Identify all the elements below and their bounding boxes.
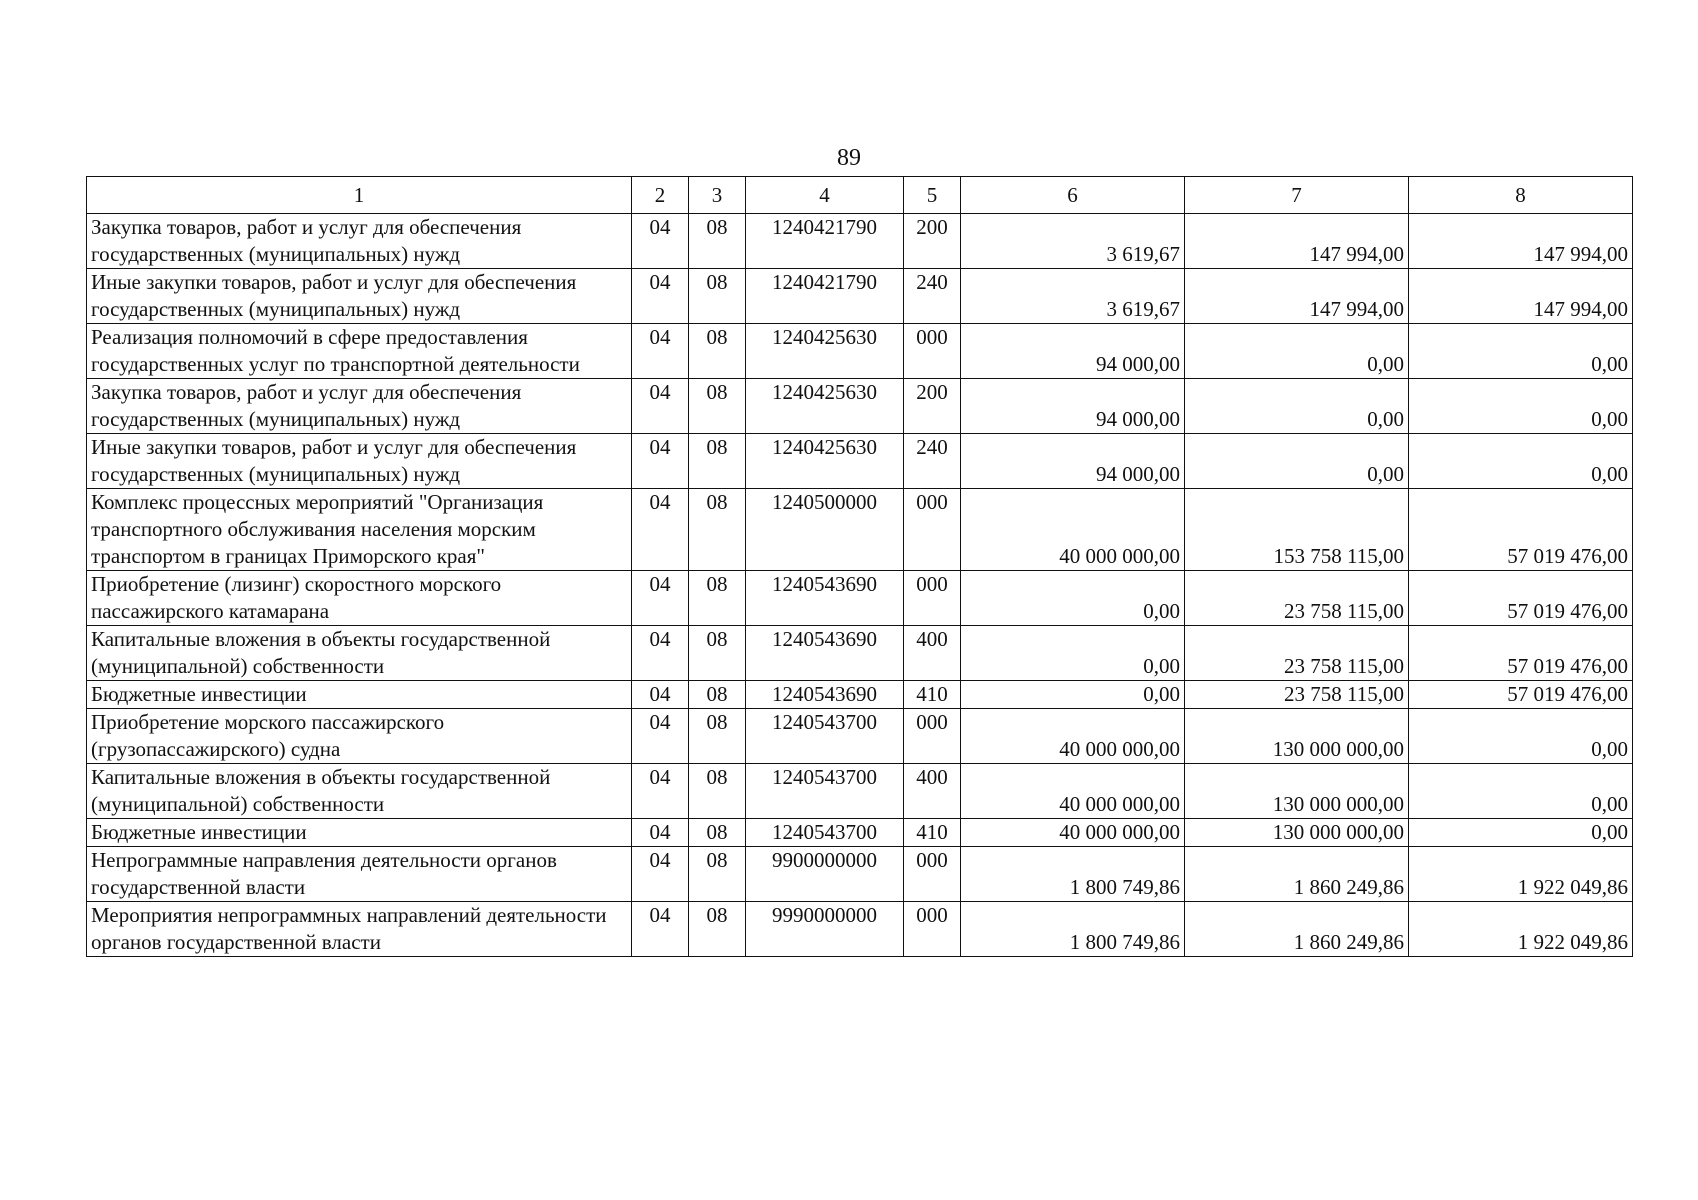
row-name-cell: Иные закупки товаров, работ и услуг для обеспечения государственных (муниципальных) нужд	[87, 269, 632, 324]
target-article-cell: 1240543700	[746, 709, 904, 764]
header-cell: 5	[904, 177, 961, 214]
amount-col7-cell: 23 758 115,00	[1185, 571, 1409, 626]
amount-col7-cell: 23 758 115,00	[1185, 626, 1409, 681]
amount-col7-cell: 0,00	[1185, 379, 1409, 434]
amount-col8-cell: 57 019 476,00	[1409, 681, 1633, 709]
budget-table	[86, 176, 1633, 957]
header-cell: 4	[746, 177, 904, 214]
header-cell: 2	[632, 177, 689, 214]
table-header-row	[87, 177, 1633, 214]
expense-type-cell: 000	[904, 489, 961, 571]
section-code-cell: 04	[632, 214, 689, 269]
header-cell: 1	[87, 177, 632, 214]
target-article-cell: 9990000000	[746, 902, 904, 957]
row-name-cell: Бюджетные инвестиции	[87, 819, 632, 847]
section-code-cell: 04	[632, 847, 689, 902]
amount-col6-cell: 94 000,00	[961, 324, 1185, 379]
amount-col7-cell: 130 000 000,00	[1185, 764, 1409, 819]
amount-col8-cell: 57 019 476,00	[1409, 626, 1633, 681]
target-article-cell: 1240421790	[746, 269, 904, 324]
amount-col6-cell: 1 800 749,86	[961, 847, 1185, 902]
amount-col7-cell: 153 758 115,00	[1185, 489, 1409, 571]
table-row	[87, 764, 1633, 819]
amount-col6-cell: 40 000 000,00	[961, 489, 1185, 571]
expense-type-cell: 200	[904, 379, 961, 434]
target-article-cell: 1240543690	[746, 626, 904, 681]
amount-col8-cell: 1 922 049,86	[1409, 847, 1633, 902]
target-article-cell: 1240500000	[746, 489, 904, 571]
amount-col8-cell: 57 019 476,00	[1409, 489, 1633, 571]
row-name-cell: Закупка товаров, работ и услуг для обеспечения государственных (муниципальных) нужд	[87, 214, 632, 269]
amount-col6-cell: 3 619,67	[961, 269, 1185, 324]
section-code-cell: 04	[632, 902, 689, 957]
expense-type-cell: 200	[904, 214, 961, 269]
subsection-code-cell: 08	[689, 269, 746, 324]
amount-col6-cell: 0,00	[961, 571, 1185, 626]
row-name-cell: Закупка товаров, работ и услуг для обеспечения государственных (муниципальных) нужд	[87, 379, 632, 434]
amount-col6-cell: 0,00	[961, 626, 1185, 681]
page-number: 89	[837, 145, 861, 171]
amount-col8-cell: 1 922 049,86	[1409, 902, 1633, 957]
expense-type-cell: 000	[904, 902, 961, 957]
amount-col8-cell: 0,00	[1409, 434, 1633, 489]
section-code-cell: 04	[632, 269, 689, 324]
row-name-cell: Капитальные вложения в объекты государственной (муниципальной) собственности	[87, 764, 632, 819]
amount-col8-cell: 57 019 476,00	[1409, 571, 1633, 626]
section-code-cell: 04	[632, 434, 689, 489]
target-article-cell: 1240425630	[746, 434, 904, 489]
target-article-cell: 1240425630	[746, 379, 904, 434]
amount-col8-cell: 147 994,00	[1409, 269, 1633, 324]
amount-col7-cell: 23 758 115,00	[1185, 681, 1409, 709]
subsection-code-cell: 08	[689, 379, 746, 434]
amount-col6-cell: 40 000 000,00	[961, 709, 1185, 764]
expense-type-cell: 240	[904, 269, 961, 324]
row-name-cell: Реализация полномочий в сфере предоставления государственных услуг по транспортной деятельности	[87, 324, 632, 379]
row-name-cell: Комплекс процессных мероприятий "Организация транспортного обслуживания населения морским транспортом в границах Приморского края"	[87, 489, 632, 571]
amount-col8-cell: 0,00	[1409, 324, 1633, 379]
subsection-code-cell: 08	[689, 434, 746, 489]
header-cell: 8	[1409, 177, 1633, 214]
table-row	[87, 269, 1633, 324]
section-code-cell: 04	[632, 764, 689, 819]
target-article-cell: 1240421790	[746, 214, 904, 269]
subsection-code-cell: 08	[689, 214, 746, 269]
target-article-cell: 1240543700	[746, 764, 904, 819]
subsection-code-cell: 08	[689, 626, 746, 681]
amount-col8-cell: 0,00	[1409, 709, 1633, 764]
subsection-code-cell: 08	[689, 847, 746, 902]
amount-col7-cell: 1 860 249,86	[1185, 902, 1409, 957]
section-code-cell: 04	[632, 324, 689, 379]
row-name-cell: Приобретение (лизинг) скоростного морского пассажирского катамарана	[87, 571, 632, 626]
target-article-cell: 1240543700	[746, 819, 904, 847]
section-code-cell: 04	[632, 819, 689, 847]
amount-col6-cell: 94 000,00	[961, 434, 1185, 489]
amount-col6-cell: 40 000 000,00	[961, 819, 1185, 847]
section-code-cell: 04	[632, 626, 689, 681]
expense-type-cell: 000	[904, 324, 961, 379]
amount-col6-cell: 3 619,67	[961, 214, 1185, 269]
expense-type-cell: 000	[904, 571, 961, 626]
table-row	[87, 324, 1633, 379]
amount-col6-cell: 1 800 749,86	[961, 902, 1185, 957]
header-cell: 7	[1185, 177, 1409, 214]
table-row	[87, 379, 1633, 434]
target-article-cell: 1240425630	[746, 324, 904, 379]
section-code-cell: 04	[632, 681, 689, 709]
row-name-cell: Мероприятия непрограммных направлений деятельности органов государственной власти	[87, 902, 632, 957]
amount-col6-cell: 40 000 000,00	[961, 764, 1185, 819]
row-name-cell: Бюджетные инвестиции	[87, 681, 632, 709]
table-row	[87, 819, 1633, 847]
amount-col8-cell: 0,00	[1409, 819, 1633, 847]
amount-col8-cell: 147 994,00	[1409, 214, 1633, 269]
table-row	[87, 489, 1633, 571]
table-row	[87, 214, 1633, 269]
row-name-cell: Капитальные вложения в объекты государственной (муниципальной) собственности	[87, 626, 632, 681]
expense-type-cell: 410	[904, 819, 961, 847]
amount-col6-cell: 94 000,00	[961, 379, 1185, 434]
amount-col7-cell: 0,00	[1185, 324, 1409, 379]
amount-col7-cell: 147 994,00	[1185, 214, 1409, 269]
amount-col7-cell: 1 860 249,86	[1185, 847, 1409, 902]
table-row	[87, 681, 1633, 709]
row-name-cell: Иные закупки товаров, работ и услуг для обеспечения государственных (муниципальных) нужд	[87, 434, 632, 489]
amount-col8-cell: 0,00	[1409, 379, 1633, 434]
target-article-cell: 1240543690	[746, 681, 904, 709]
header-cell: 6	[961, 177, 1185, 214]
subsection-code-cell: 08	[689, 764, 746, 819]
subsection-code-cell: 08	[689, 819, 746, 847]
target-article-cell: 1240543690	[746, 571, 904, 626]
amount-col7-cell: 130 000 000,00	[1185, 709, 1409, 764]
section-code-cell: 04	[632, 379, 689, 434]
table-row	[87, 709, 1633, 764]
amount-col7-cell: 147 994,00	[1185, 269, 1409, 324]
section-code-cell: 04	[632, 709, 689, 764]
header-cell: 3	[689, 177, 746, 214]
amount-col7-cell: 130 000 000,00	[1185, 819, 1409, 847]
amount-col6-cell: 0,00	[961, 681, 1185, 709]
subsection-code-cell: 08	[689, 902, 746, 957]
section-code-cell: 04	[632, 571, 689, 626]
expense-type-cell: 000	[904, 709, 961, 764]
expense-type-cell: 400	[904, 764, 961, 819]
row-name-cell: Приобретение морского пассажирского (грузопассажирского) судна	[87, 709, 632, 764]
subsection-code-cell: 08	[689, 489, 746, 571]
subsection-code-cell: 08	[689, 324, 746, 379]
expense-type-cell: 400	[904, 626, 961, 681]
row-name-cell: Непрограммные направления деятельности органов государственной власти	[87, 847, 632, 902]
section-code-cell: 04	[632, 489, 689, 571]
subsection-code-cell: 08	[689, 709, 746, 764]
subsection-code-cell: 08	[689, 571, 746, 626]
table-row	[87, 847, 1633, 902]
expense-type-cell: 240	[904, 434, 961, 489]
expense-type-cell: 410	[904, 681, 961, 709]
target-article-cell: 9900000000	[746, 847, 904, 902]
amount-col7-cell: 0,00	[1185, 434, 1409, 489]
table-row	[87, 434, 1633, 489]
table-row	[87, 626, 1633, 681]
expense-type-cell: 000	[904, 847, 961, 902]
table-row	[87, 571, 1633, 626]
subsection-code-cell: 08	[689, 681, 746, 709]
amount-col8-cell: 0,00	[1409, 764, 1633, 819]
table-row	[87, 902, 1633, 957]
